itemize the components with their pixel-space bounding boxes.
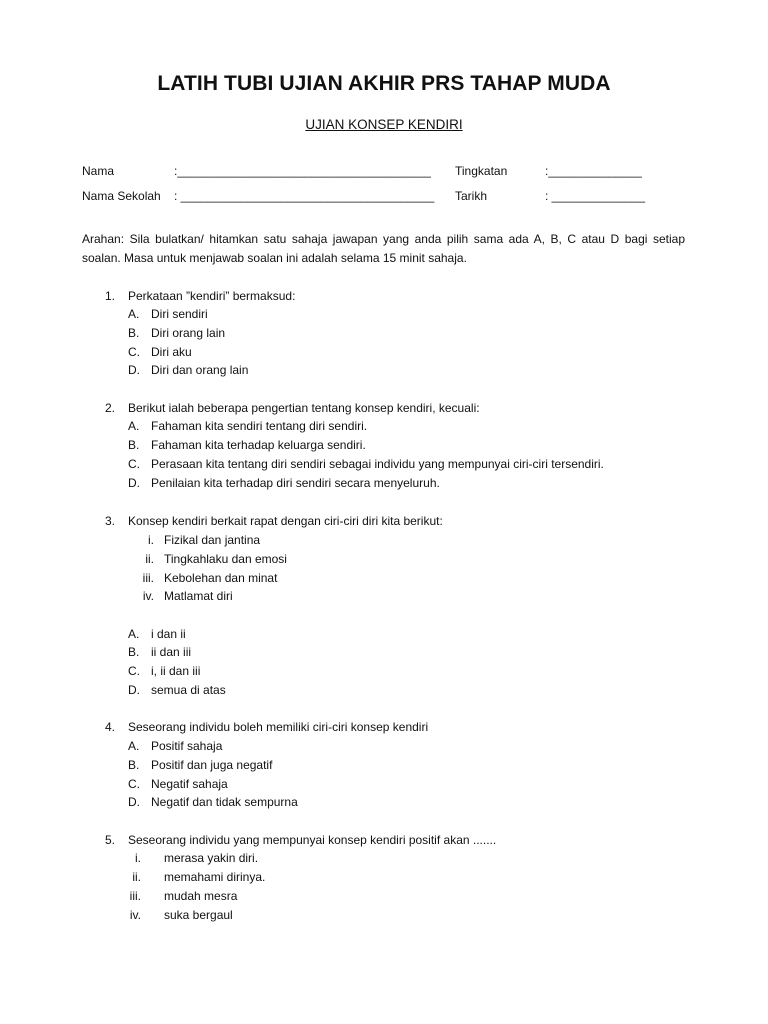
option-label[interactable]: C. (128, 777, 140, 791)
page-title: LATIH TUBI UJIAN AKHIR PRS TAHAP MUDA (157, 72, 611, 95)
roman-text: Matlamat diri (164, 589, 233, 603)
roman-text: merasa yakin diri. (164, 851, 259, 865)
option-text[interactable]: Negatif dan tidak sempurna (151, 795, 298, 809)
tingkatan-field[interactable]: :______________ (545, 164, 642, 178)
option-label[interactable]: B. (128, 645, 140, 659)
option-text[interactable]: Negatif sahaja (151, 777, 228, 791)
nama-label: Nama (82, 164, 115, 178)
roman-label: i. (148, 533, 154, 547)
question-number: 4. (105, 720, 116, 734)
tarikh-label: Tarikh (455, 189, 488, 203)
option-text[interactable]: i, ii dan iii (151, 664, 201, 678)
option-text[interactable]: Diri orang lain (151, 326, 226, 340)
option-label[interactable]: D. (128, 363, 140, 377)
question-number: 3. (105, 514, 116, 528)
roman-text: Tingkahlaku dan emosi (164, 552, 287, 566)
option-text[interactable]: Fahaman kita terhadap keluarga sendiri. (151, 438, 366, 452)
instructions: Arahan: Sila bulatkan/ hitamkan satu sahaja jawapan yang anda pilih sama ada A, B, C atau D bagi setiap soalan. Masa untuk menjawab soalan ini adalah selama 15 minit sahaja. (82, 232, 685, 265)
option-text[interactable]: semua di atas (151, 683, 226, 697)
option-label[interactable]: D. (128, 795, 140, 809)
option-text[interactable]: Positif dan juga negatif (151, 758, 273, 772)
question-text: Seseorang individu yang mempunyai konsep kendiri positif akan ....... (128, 833, 497, 847)
question-text: Seseorang individu boleh memiliki ciri-ciri konsep kendiri (128, 720, 429, 734)
roman-label: iv. (142, 589, 154, 603)
option-text[interactable]: Perasaan kita tentang diri sendiri sebagai individu yang mempunyai ciri-ciri tersendiri. (151, 457, 604, 471)
question-number: 2. (105, 401, 116, 415)
option-text[interactable]: ii dan iii (151, 645, 192, 659)
option-text[interactable]: i dan ii (151, 627, 186, 641)
roman-label: i. (135, 851, 141, 865)
option-label[interactable]: D. (128, 683, 140, 697)
option-label[interactable]: A. (128, 307, 140, 321)
option-text[interactable]: Diri aku (151, 345, 192, 359)
roman-text: mudah mesra (164, 889, 238, 903)
roman-label: ii. (132, 870, 141, 884)
option-text[interactable]: Positif sahaja (151, 739, 223, 753)
option-label[interactable]: D. (128, 476, 140, 490)
page-subtitle: UJIAN KONSEP KENDIRI (305, 117, 463, 132)
option-label[interactable]: B. (128, 326, 140, 340)
option-text[interactable]: Penilaian kita terhadap diri sendiri secara menyeluruh. (151, 476, 440, 490)
option-label[interactable]: A. (128, 419, 140, 433)
question-text: Berikut ialah beberapa pengertian tentang konsep kendiri, kecuali: (128, 401, 480, 415)
option-text[interactable]: Fahaman kita sendiri tentang diri sendiri. (151, 419, 368, 433)
option-text[interactable]: Diri sendiri (151, 307, 208, 321)
nama-sekolah-field[interactable]: : ______________________________________ (174, 189, 435, 203)
option-label[interactable]: B. (128, 438, 140, 452)
roman-label: iii. (129, 889, 141, 903)
option-text[interactable]: Diri dan orang lain (151, 363, 249, 377)
question-number: 5. (105, 833, 116, 847)
roman-text: suka bergaul (164, 908, 233, 922)
question-number: 1. (105, 289, 116, 303)
option-label[interactable]: A. (128, 627, 140, 641)
roman-text: Fizikal dan jantina (164, 533, 261, 547)
nama-sekolah-label: Nama Sekolah (82, 189, 161, 203)
roman-text: Kebolehan dan minat (164, 571, 278, 585)
option-label[interactable]: C. (128, 345, 140, 359)
roman-label: iv. (129, 908, 141, 922)
option-label[interactable]: C. (128, 457, 140, 471)
option-label[interactable]: B. (128, 758, 140, 772)
roman-text: memahami dirinya. (164, 870, 266, 884)
roman-label: iii. (142, 571, 154, 585)
tarikh-field[interactable]: : ______________ (545, 189, 646, 203)
option-label[interactable]: C. (128, 664, 140, 678)
question-text: Konsep kendiri berkait rapat dengan ciri-ciri diri kita berikut: (128, 514, 443, 528)
option-label[interactable]: A. (128, 739, 140, 753)
nama-field[interactable]: :______________________________________ (174, 164, 431, 178)
roman-label: ii. (145, 552, 154, 566)
tingkatan-label: Tingkatan (455, 164, 508, 178)
question-text: Perkataan ”kendiri” bermaksud: (128, 289, 296, 303)
